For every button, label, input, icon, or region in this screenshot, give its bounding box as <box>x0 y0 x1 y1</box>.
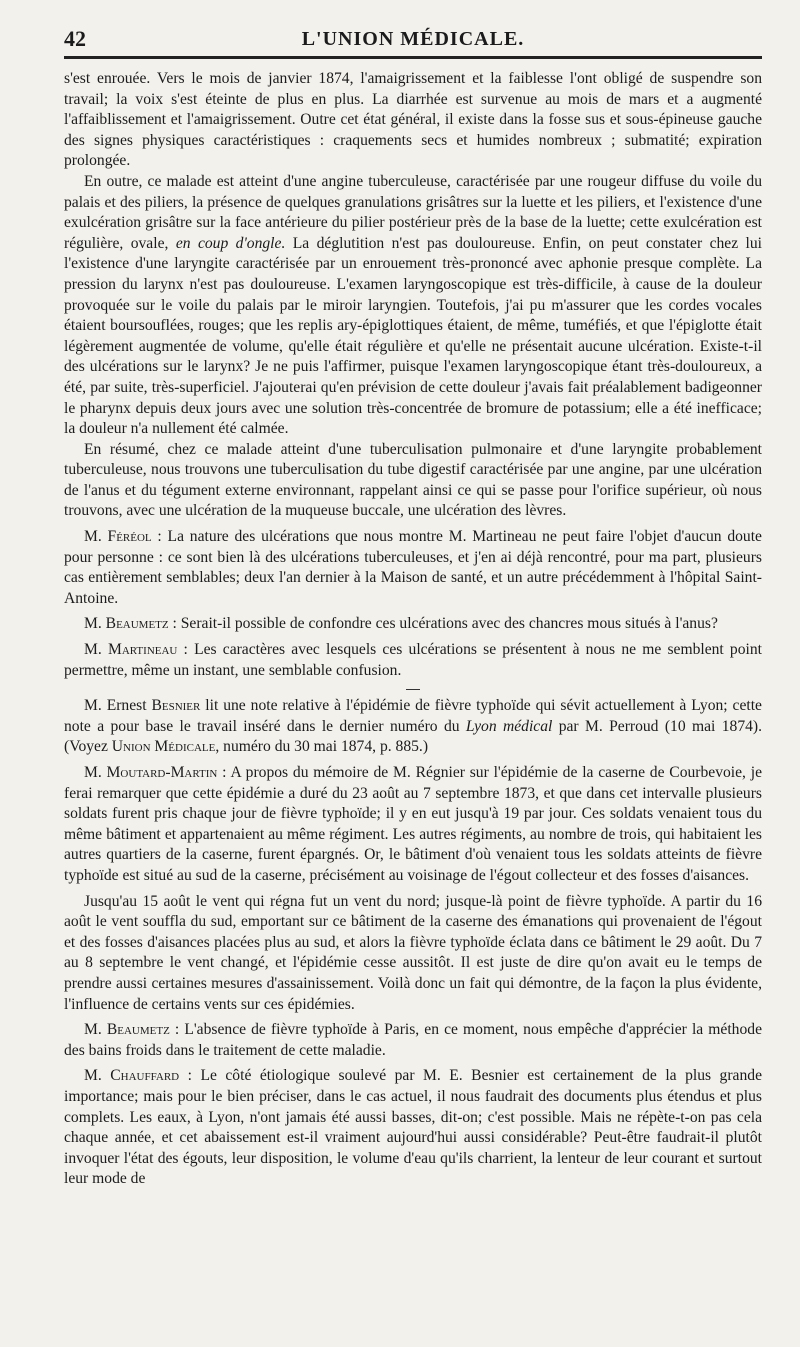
speaker-beaumetz: M. Beaumetz <box>84 615 169 633</box>
paragraph-4 <box>64 527 762 609</box>
paragraph-11-text: : Le côté étiologique soulevé par M. E. Besnier est certainement de la plus grande importance; mais pour le bien préciser, dans le cas actuel, il nous faudrait des documents plus étendus et plus complets. Les eaux, à Lyon, n'ont jamais été aussi basses, dit-on; c'est possible. Mais ne répète-t-on pas cela chaque année, et cet abaissement est-il vraiment aujourd'hui aussi considérable? Peut-être faudrait-il plutôt invoquer l'état des égouts, leur disposition, le volume d'eau qu'ils charrient, la lenteur de leur courant et surtout leur mode de <box>64 1067 762 1188</box>
paragraph-3: En résumé, chez ce malade atteint d'une tuberculisation pulmonaire et d'une laryngite probablement tuberculeuse, nous trouvons une tuberculisation du tube digestif caractérisée par une angine, par une ulcération de l'anus et du tégument externe environnant, rappelant ainsi ce qui se passe pour l'orifice supérieur, où nous trouvons, avec une ulcération de la muqueuse buccale, une ulcération des lèvres. <box>64 440 762 520</box>
speaker-besnier: Besnier <box>151 697 201 715</box>
speaker-chauffard: M. Chauffard <box>84 1067 180 1085</box>
speaker-moutard-martin: M. Moutard-Martin <box>84 764 218 781</box>
paragraph-10-text: : L'absence de fièvre typhoïde à Paris, en ce moment, nous empêche d'apprécier la méthode des bains froids dans le traitement de cette maladie. <box>64 1021 762 1059</box>
paragraph-7-text-d: , numéro du 30 mai 1874, p. 885.) <box>215 738 429 756</box>
paragraph-5-text: : Serait-il possible de confondre ces ulcérations avec des chancres mous situés à l'anus? <box>168 615 718 633</box>
paragraph-5 <box>64 614 762 635</box>
paragraph-6-text: : Les caractères avec lesquels ces ulcérations se présentent à nous ne me semblent point permettre, même un instant, une semblable confusion. <box>64 641 762 679</box>
paragraph-7-text-b: lit une note relative à l'épidémie de fièvre typhoïde qui sévit actuellement à Lyon; cette note a pour base le travail inséré dans le dernier numéro du <box>64 697 762 735</box>
paragraph-11 <box>64 1066 762 1190</box>
paragraph-8-text: : A propos du mémoire de M. Régnier sur l'épidémie de la caserne de Courbevoie, je ferai remarquer que cette épidémie a duré du 23 août au 7 septembre 1873, et que dans cet intervalle plusieurs soldats furent pris chaque jour de fièvre typhoïde; il y en eut jusqu'à 19 par jour. Ces soldats venaient tous du même bâtiment et appartenaient au même régiment. Les autres régiments, au nombre de trois, qui habitaient les autres quartiers de la caserne, furent épargnés. Or, le bâtiment d'où venaient tous les soldats atteints de fièvre typhoïde est situé au sud de la caserne, précisément au voisinage de l'égout collecteur et des fosses d'aisances. <box>64 764 763 884</box>
paragraph-10 <box>64 1020 762 1061</box>
speaker-martineau: M. Martineau <box>84 641 178 659</box>
paragraph-9: Jusqu'au 15 août le vent qui régna fut un vent du nord; jusque-là point de fièvre typhoïde. A partir du 16 août le vent souffla du sud, emportant sur ce bâtiment de la caserne des émanations qui provenaient de l'égout et des fosses d'aisances placées plus au sud, et alors la fièvre typhoïde éclata dans ce bâtiment le 29 août. Du 7 au 8 septembre le vent changé, et l'épidémie cesse aussitôt. Il est juste de dire qu'on avait eu le temps de prendre aussi certaines mesures d'assainissement. Voilà donc un fait qui démontre, de la façon la plus évidente, l'influence de certains vents sur ces épidémies. <box>64 892 762 1013</box>
paragraph-7 <box>64 696 762 758</box>
paragraph-2 <box>64 172 762 440</box>
paragraph-2-text-a: En outre, ce malade est atteint d'une angine tuberculeuse, caractérisée par une rougeur diffuse du voile du palais et des piliers, la présence de quelques granulations grisâtres sur la luette et les piliers, et l'existence d'une exulcération grisâtre sur la face antérieure du pilier postérieur près de la base de la luette; cette exulcération est régulière, ovale, <box>64 172 762 252</box>
paragraph-2-text-b: La déglutition n'est pas douloureuse. Enfin, on peut constater chez lui l'existence d'une laryngite caractérisée par un enrouement très-prononcé avec aphonie presque complète. La pression du larynx n'est pas douloureuse. L'examen laryngoscopique est très-difficile, à cause de la douleur provoquée sur le voile du palais par le miroir laryngien. Toutefois, j'ai pu m'assurer que les cordes vocales étaient boursouflées, rouges; que les replis ary-épiglottiques étaient, de même, tuméfiés, et que l'épiglotte était légèrement augmentée de volume, qu'elle était régulière et qu'elle ne présentait aucune ulcération. Existe-t-il des ulcérations sur le larynx? Je ne puis l'affirmer, puisque l'examen laryngoscopique étant très-douloureux, a été, par suite, très-superficiel. J'ajouterai qu'en prévision de cette douleur j'avais fait préalablement badigeonner le pharynx depuis deux jours avec une solution très-concentrée de bromure de potassium; elle a été inefficace; la douleur n'a nullement été calmée. <box>64 234 763 438</box>
speaker-beaumetz-2: M. Beaumetz <box>84 1021 170 1039</box>
paragraph-7-text-c: par M. Perroud (10 mai 1874). (Voyez <box>64 717 763 756</box>
paragraph-2-italic: en coup d'ongle. <box>175 234 286 252</box>
page-header <box>64 26 762 59</box>
running-title: L'UNION MÉDICALE. <box>301 28 525 50</box>
page-number: 42 <box>64 26 86 51</box>
paragraph-7-italic: Lyon médical <box>465 717 553 735</box>
paragraph-6 <box>64 640 762 681</box>
paragraph-8 <box>64 763 762 887</box>
paragraph-1: s'est enrouée. Vers le mois de janvier 1874, l'amaigrissement et la faiblesse l'ont obligé de suspendre son travail; la voix s'est éteinte de plus en plus. La diarrhée est survenue au mois de mars et a augmenté l'affaiblissement et l'amaigrissement. Outre cet état général, il existe dans la fosse sus et sous-épineuse gauche des signes physiques caractéristiques : craquements secs et humides nombreux ; submatité; expiration prolongée. <box>64 70 762 170</box>
journal-name: Union Médicale <box>111 738 216 756</box>
section-divider <box>406 689 420 690</box>
paragraph-4-text: : La nature des ulcérations que nous montre M. Martineau ne peut faire l'objet d'aucun doute pour personne : ce sont bien là des ulcérations tuberculeuses, et j'en ai déjà rencontré, pour ma part, plusieurs cas entièrement semblables; deux l'an dernier à la Maison de santé, et un autre précédemment à l'hôpital Saint-Antoine. <box>64 528 762 607</box>
paragraph-7-text-a: M. Ernest <box>84 697 152 715</box>
speaker-fereol: M. Féréol <box>84 528 152 546</box>
article-body <box>64 69 762 1190</box>
